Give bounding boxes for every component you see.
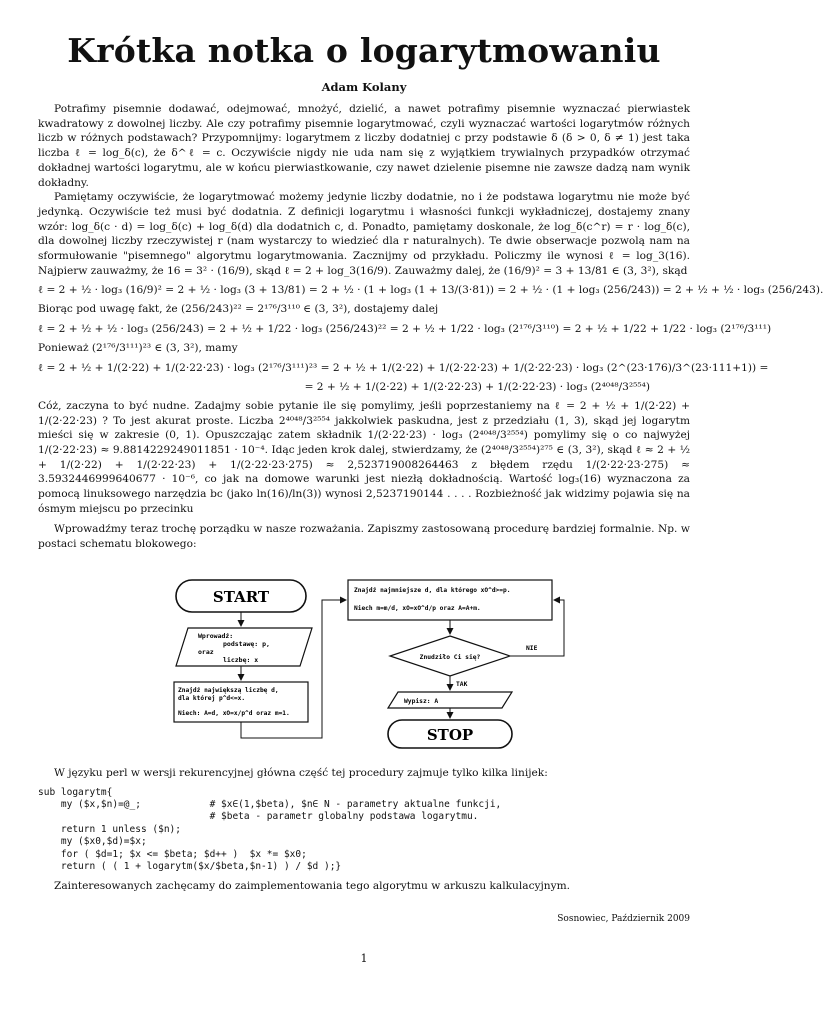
yes-label: TAK — [456, 680, 468, 688]
paragraph-definitions: Pamiętamy oczywiście, że logarytmować możemy jedynie liczby dodatnie, no i że podstawa logarytmu nie może być jedynką. Oczywiście też musi być dodatnia. Z definicji logarytmu i własności funkcji wykładniczej, dostajemy znany wzór: log_δ(c · d) = log_δ(c) + log_δ(d) dla dodatnich c, d. Ponadto, pamiętamy doskonale, że log_δ(c^r) = r · log_δ(c), dla dowolnej liczby rzeczywistej r (nam wystarczy to wiedzieć dla r naturalnych). Te dwie obserwacje pozwolą nam na sformułowanie "pisemnego" algorytmu logarytmowania. Zacznijmy od przykładu. Policzmy ile wynosi ℓ = log_3(16). Najpierw zauważmy, że 16 = 3² · (16/9), skąd ℓ = 2 + log_3(16/9). Zauważmy dalej, że (16/9)² = 3 + 13/81 ∈ (3, 3²), skąd — [38, 191, 690, 277]
flowchart-svg — [38, 562, 690, 752]
paragraph-closing: Zainteresowanych zachęcamy do zaimplementowania tego algorytmu w arkuszu kalkulacyjnym. — [54, 880, 571, 893]
equation-3a: ℓ = 2 + ½ + 1/(2·22) + 1/(2·22·23) · log₃ (2¹⁷⁶/3¹¹¹)²³ = 2 + ½ + 1/(2·22) + 1/(2·22·23) + 1/(2·22·23) · log₃ (2^(23·176)/3^(23·111+1)) = — [38, 361, 769, 374]
init-label: Znajdź największą liczbę d, dla której p^d<=x. Niech: A=d, xO=x/p^d oraz m=1. — [178, 686, 290, 717]
author: Adam Kolany — [321, 80, 407, 94]
document-title: Krótka notka o logarytmowaniu — [67, 31, 661, 70]
paragraph-intro: Potrafimy pisemnie dodawać, odejmować, mnożyć, dzielić, a nawet potrafimy pisemnie wyznaczać pierwiastek kwadratowy z dowolnej liczby. Ale czy potrafimy pisemnie logarytmować, czyli wyznaczać wartości logarytmów różnych liczb w różnych podstawach? Przypomnijmy: logarytmem z liczby dodatniej c przy podstawie δ (δ > 0, δ ≠ 1) jest taka liczba ℓ = log_δ(c), że δ^ℓ = c. Oczywiście nigdy nie uda nam się z wyjątkiem trywialnych przypadków otrzymać dokładnej wartości logarytmu, ale w końcu pierwiastkowanie, czy nawet dzielenie pisemne nie zawsze dadzą nam wynik dokładny. — [38, 103, 690, 189]
no-label: NIE — [526, 644, 538, 652]
stop-label: STOP — [426, 725, 474, 744]
output-label: Wypisz: A — [404, 697, 439, 705]
page — [38, 30, 823, 925]
text-biorac: Biorąc pod uwagę fakt, że (256/243)²² = 2¹⁷⁶/3¹¹⁰ ∈ (3, 3²), dostajemy dalej — [38, 303, 439, 316]
loop-label: Znajdź najmniejsze d, dla którego xO^d>=p. Niech m=m/d, xO=xO^d/p oraz A=A+m. — [354, 586, 511, 612]
signature: Sosnowiec, Październik 2009 — [557, 914, 690, 925]
paragraph-procedure: Wprowadźmy teraz trochę porządku w nasze rozważania. Zapiszmy zastosowaną procedurę bardziej formalnie. Np. w postaci schematu blokowego: — [38, 523, 690, 551]
flowchart — [38, 562, 690, 752]
equation-3b: = 2 + ½ + 1/(2·22) + 1/(2·22·23) + 1/(2·22·23) · log₃ (2⁴⁰⁴⁸/3²⁵⁵⁴) — [304, 380, 650, 393]
start-label: START — [212, 587, 270, 606]
input-label: Wprowadź: podstawę: p, oraz liczbę: x — [198, 631, 270, 664]
equation-2: ℓ = 2 + ½ + ½ · log₃ (256/243) = 2 + ½ + 1/22 · log₃ (256/243)²² = 2 + ½ + 1/22 · log₃ (2¹⁷⁶/3¹¹⁰) = 2 + ½ + 1/22 + 1/22 · log₃ (2¹⁷⁶/3¹¹¹) — [38, 323, 772, 336]
decision-label: Znudziło Ci się? — [419, 653, 481, 661]
equation-1: ℓ = 2 + ½ · log₃ (16/9)² = 2 + ½ · log₃ (3 + 13/81) = 2 + ½ · (1 + log₃ (1 + 13/(3·81)) = 2 + ½ · (1 + log₃ (256/243)) = 2 + ½ + ½ · log₃ (256/243). — [38, 284, 823, 297]
loop-block — [348, 580, 552, 620]
page-number: 1 — [360, 952, 368, 965]
paragraph-perl: W języku perl w wersji rekurencyjnej główna część tej procedury zajmuje tylko kilka linijek: — [54, 766, 548, 779]
perl-code: sub logarytm{ my ($x,$n)=@_; # $x∈(1,$beta), $n∈ N - parametry aktualne funkcji, # $beta - parametr globalny podstawa logarytmu. return 1 unless ($n); my ($x0,$d)=$x; for ( $d=1; $x <= $beta; $d++ ) $x *= $x0; return ( ( 1 + logarytm($x/$beta,$n-1) ) / $d );} — [38, 786, 502, 873]
paragraph-error-estimate: Cóż, zaczyna to być nudne. Zadajmy sobie pytanie ile się pomylimy, jeśli poprzestaniemy na ℓ = 2 + ½ + 1/(2·22) + 1/(2·22·23) ? To jest akurat proste. Liczba 2⁴⁰⁴⁸/3²⁵⁵⁴ jakkolwiek paskudna, jest z przedziału (1, 3), skąd jej logarytm mieści się w zakresie (0, 1). Opuszczając zatem składnik 1/(2·22·23) · log₃ (2⁴⁰⁴⁸/3²⁵⁵⁴) pomylimy się o co najwyżej 1/(2·22·23) ≈ 9.8814229249011851 · 10⁻⁴. Idąc jeden krok dalej, stwierdzamy, że (2⁴⁰⁴⁸/3²⁵⁵⁴)²⁷⁵ ∈ (3, 3²), skąd ℓ ≈ 2 + ½ + 1/(2·22) + 1/(2·22·23) + 1/(2·22·23·275) ≈ 2,523719008264463 z błędem rzędu 1/(2·22·23·275) ≈ 3.5932446999640677 · 10⁻⁶, co jak na domowe warunki jest niezłą dokładnością. Wartość log₃(16) wyznaczona za pomocą linuksowego narzędzia bc (jako ln(16)/ln(3)) wynosi 2,5237190144 . . . . Rozbieżność jak widzimy pojawia się na ósmym miejscu po przecinku — [38, 399, 690, 515]
text-poniewaz: Ponieważ (2¹⁷⁶/3¹¹¹)²³ ∈ (3, 3²), mamy — [38, 342, 238, 355]
